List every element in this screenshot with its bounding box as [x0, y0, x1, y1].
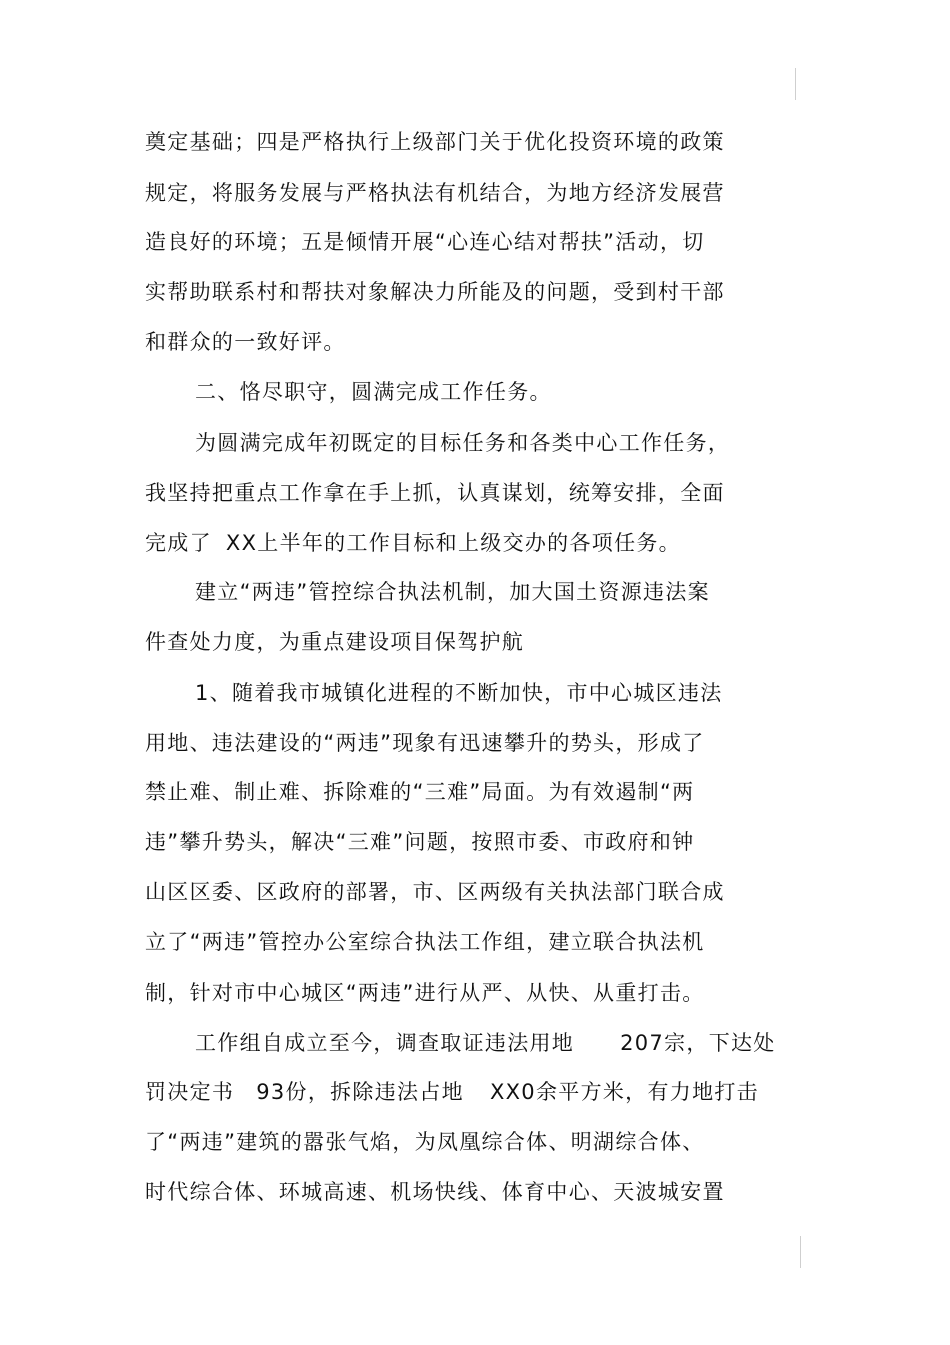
text-line: 造良好的环境；五是倾情开展“心连心结对帮扶”活动，切 — [145, 230, 705, 254]
text-line: 和群众的一致好评。 — [145, 330, 346, 354]
text-segment: XX上半年的工作目标和上级交办的各项任务。 — [225, 531, 681, 555]
text-line: 违”攀升势头，解决“三难”问题，按照市委、市政府和钟 — [145, 830, 695, 854]
text-segment: 完成了 — [145, 531, 212, 555]
text-line: 了“两违”建筑的嚣张气焰，为凤凰综合体、明湖综合体、 — [145, 1130, 705, 1154]
text-line: 规定，将服务发展与严格执法有机结合，为地方经济发展营 — [145, 181, 725, 205]
text-segment: 93份，拆除违法占地 — [256, 1080, 464, 1104]
subsection-heading: 建立“两违”管控综合执法机制，加大国土资源违法案 — [195, 580, 710, 604]
text-line: 禁止难、制止难、拆除难的“三难”局面。为有效遏制“两 — [145, 780, 695, 804]
text-line — [145, 531, 681, 555]
text-line: 1、随着我市城镇化进程的不断加快，市中心城区违法 — [195, 681, 723, 705]
text-line: 立了“两违”管控办公室综合执法工作组，建立联合执法机 — [145, 930, 705, 954]
text-line — [145, 1080, 759, 1104]
text-line: 用地、违法建设的“两违”现象有迅速攀升的势头，形成了 — [145, 731, 705, 755]
text-line: 奠定基础；四是严格执行上级部门关于优化投资环境的政策 — [145, 130, 725, 154]
text-line: 为圆满完成年初既定的目标任务和各类中心工作任务， — [195, 431, 731, 455]
text-segment: 罚决定书 — [145, 1080, 235, 1104]
text-line: 时代综合体、环城高速、机场快线、体育中心、天波城安置 — [145, 1180, 725, 1204]
subsection-heading: 件查处力度，为重点建设项目保驾护航 — [145, 630, 525, 654]
text-segment: XX0余平方米，有力地打击 — [489, 1080, 759, 1104]
bottom-right-margin-mark — [800, 1236, 801, 1268]
text-line: 山区区委、区政府的部署，市、区两级有关执法部门联合成 — [145, 880, 725, 904]
text-line: 制，针对市中心城区“两违”进行从严、从快、从重打击。 — [145, 981, 705, 1005]
text-segment: 工作组自成立至今，调查取证违法用地 — [195, 1031, 575, 1055]
text-line: 实帮助联系村和帮扶对象解决力所能及的问题，受到村干部 — [145, 280, 725, 304]
section-heading: 二、恪尽职守，圆满完成工作任务。 — [195, 380, 552, 404]
top-right-margin-mark — [795, 68, 796, 100]
text-segment: 207宗，下达处 — [620, 1031, 776, 1055]
text-line: 我坚持把重点工作拿在手上抓，认真谋划，统筹安排，全面 — [145, 481, 725, 505]
text-line — [195, 1031, 776, 1055]
